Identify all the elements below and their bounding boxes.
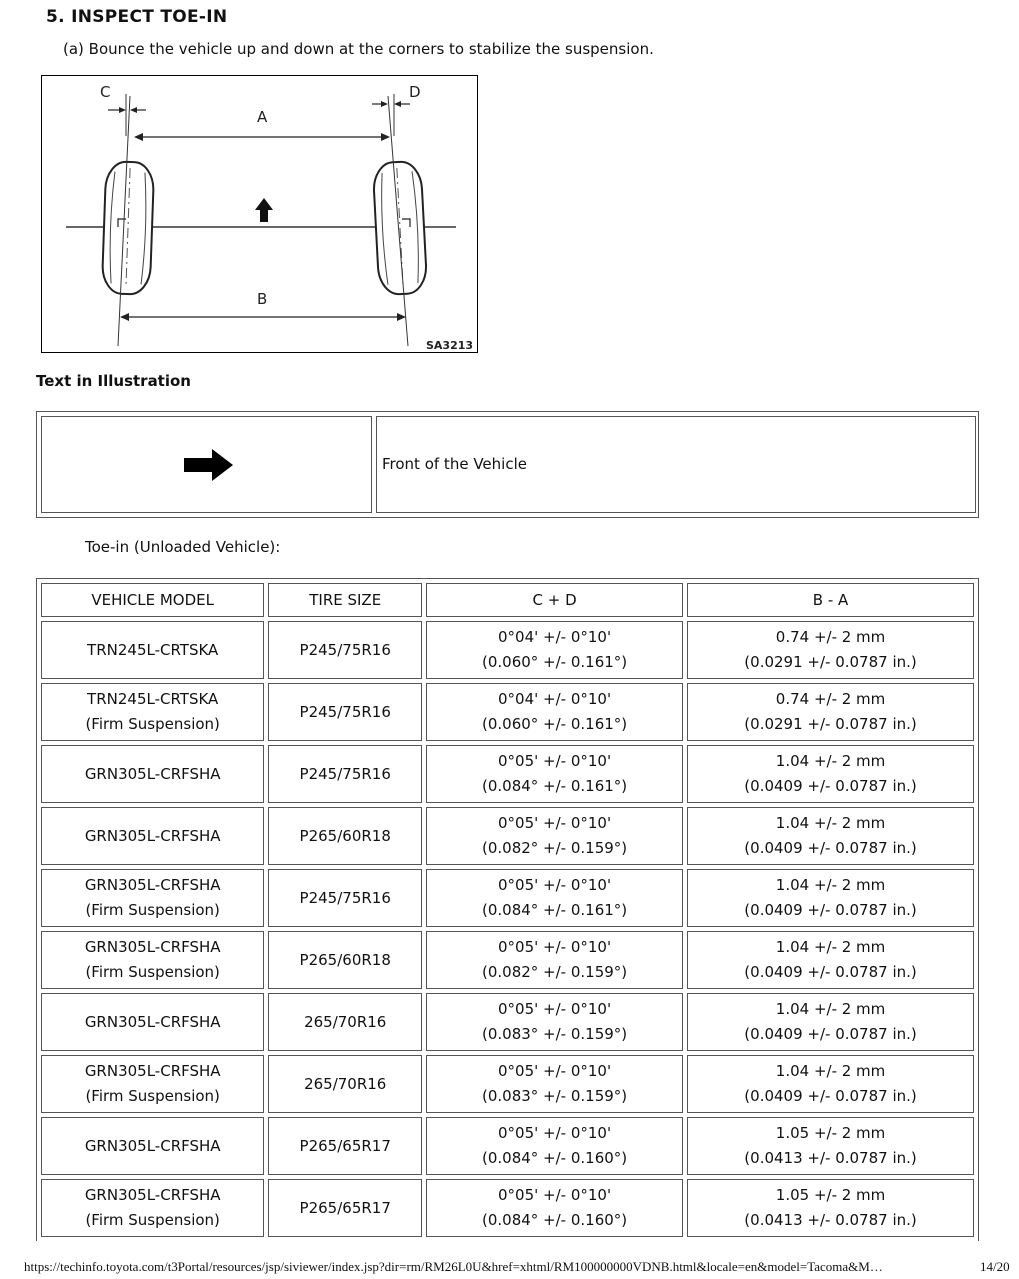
vehicle-model-cell (41, 807, 264, 865)
vehicle-model-cell (41, 869, 264, 927)
b-minus-a-cell-line: 1.05 +/- 2 mm (775, 1124, 886, 1142)
c-plus-d-cell-line: 0°05' +/- 0°10' (498, 1186, 612, 1204)
tire-size-cell-line: 265/70R16 (304, 1074, 387, 1093)
figure-code: SA3213 (426, 339, 474, 352)
b-minus-a-cell-line: (0.0409 +/- 0.0787 in.) (744, 777, 917, 795)
b-minus-a-cell-line: (0.0409 +/- 0.0787 in.) (744, 839, 917, 857)
figure-label-c: C (100, 83, 111, 101)
footer-url: https://techinfo.toyota.com/t3Portal/resources/jsp/siviewer/index.jsp?dir=rm/RM26L0U&href=xhtml/RM100000000VDNB.html&locale=en&model=Tacoma&M… (24, 1259, 883, 1274)
c-plus-d-cell-line: (0.084° +/- 0.160°) (481, 1149, 628, 1167)
vehicle-model-cell-line: TRN245L-CRTSKA (87, 690, 219, 708)
c-plus-d-cell (426, 931, 683, 989)
b-minus-a-cell (687, 745, 974, 803)
c-plus-d-cell-line: 0°04' +/- 0°10' (498, 628, 612, 646)
b-minus-a-cell-line: 1.04 +/- 2 mm (775, 1000, 886, 1018)
c-plus-d-cell (426, 683, 683, 741)
tire-size-cell-line: P245/75R16 (299, 888, 391, 907)
legend-symbol-cell (41, 416, 372, 513)
header-vehicle-model: VEHICLE MODEL (41, 583, 264, 617)
right-wheel (373, 161, 428, 295)
b-minus-a-cell-line: (0.0291 +/- 0.0787 in.) (744, 715, 917, 733)
legend-heading: Text in Illustration (36, 372, 191, 390)
b-minus-a-cell (687, 621, 974, 679)
vehicle-model-cell-line: TRN245L-CRTSKA (87, 640, 219, 659)
b-minus-a-cell (687, 807, 974, 865)
b-minus-a-cell (687, 1117, 974, 1175)
c-plus-d-cell (426, 1055, 683, 1113)
table-row (41, 1117, 974, 1175)
tire-size-cell (268, 993, 422, 1051)
vehicle-model-cell (41, 745, 264, 803)
c-plus-d-cell (426, 869, 683, 927)
vehicle-model-cell-line: GRN305L-CRFSHA (84, 764, 221, 783)
tire-size-cell (268, 683, 422, 741)
b-minus-a-cell (687, 993, 974, 1051)
tire-size-cell (268, 1179, 422, 1237)
c-plus-d-cell-line: (0.084° +/- 0.161°) (481, 777, 628, 795)
tire-size-cell (268, 1117, 422, 1175)
b-minus-a-cell (687, 869, 974, 927)
b-minus-a-cell-line: (0.0413 +/- 0.0787 in.) (744, 1149, 917, 1167)
figure-label-d: D (409, 83, 421, 101)
b-minus-a-cell (687, 931, 974, 989)
vehicle-model-cell-line: GRN305L-CRFSHA (84, 876, 221, 894)
section-heading: 5. INSPECT TOE-IN (46, 7, 228, 27)
b-minus-a-cell-line: (0.0409 +/- 0.0787 in.) (744, 1025, 917, 1043)
c-plus-d-cell-line: (0.082° +/- 0.159°) (481, 963, 628, 981)
tire-size-cell (268, 931, 422, 989)
vehicle-model-cell-line: (Firm Suspension) (85, 901, 220, 919)
right-arrow-icon (184, 448, 234, 482)
c-plus-d-cell-line: 0°05' +/- 0°10' (498, 814, 612, 832)
b-minus-a-cell-line: 0.74 +/- 2 mm (775, 690, 886, 708)
vehicle-model-cell (41, 993, 264, 1051)
b-minus-a-cell (687, 1179, 974, 1237)
tire-size-cell (268, 745, 422, 803)
legend-description-cell (376, 416, 976, 513)
c-plus-d-cell-line: (0.060° +/- 0.161°) (481, 653, 628, 671)
vehicle-model-cell-line: (Firm Suspension) (85, 963, 220, 981)
c-plus-d-cell-line: 0°05' +/- 0°10' (498, 1000, 612, 1018)
c-plus-d-cell (426, 745, 683, 803)
header-tire-size: TIRE SIZE (268, 583, 422, 617)
vehicle-model-cell-line: GRN305L-CRFSHA (84, 1136, 221, 1155)
b-minus-a-cell (687, 1055, 974, 1113)
table-row (41, 1055, 974, 1113)
c-plus-d-cell (426, 621, 683, 679)
table-row (41, 993, 974, 1051)
tire-size-cell-line: P265/65R17 (299, 1198, 391, 1217)
b-minus-a-cell-line: (0.0413 +/- 0.0787 in.) (744, 1211, 917, 1229)
table-header-row (41, 583, 974, 617)
b-minus-a-cell-line: 1.04 +/- 2 mm (775, 876, 886, 894)
tire-size-cell-line: P265/60R18 (299, 826, 391, 845)
toe-in-illustration (41, 75, 478, 353)
table-body (41, 621, 974, 1237)
b-minus-a-cell-line: 1.04 +/- 2 mm (775, 938, 886, 956)
c-plus-d-cell (426, 1179, 683, 1237)
b-minus-a-cell-line: (0.0291 +/- 0.0787 in.) (744, 653, 917, 671)
b-minus-a-cell-line: (0.0409 +/- 0.0787 in.) (744, 1087, 917, 1105)
c-plus-d-cell (426, 993, 683, 1051)
tire-size-cell-line: P245/75R16 (299, 702, 391, 721)
c-plus-d-cell (426, 1117, 683, 1175)
spec-title: Toe-in (Unloaded Vehicle): (85, 538, 281, 556)
table-row (41, 807, 974, 865)
table-row (41, 683, 974, 741)
b-minus-a-cell-line: 1.05 +/- 2 mm (775, 1186, 886, 1204)
c-plus-d-cell-line: 0°04' +/- 0°10' (498, 690, 612, 708)
c-plus-d-cell-line: 0°05' +/- 0°10' (498, 876, 612, 894)
b-minus-a-cell (687, 683, 974, 741)
c-plus-d-cell-line: (0.083° +/- 0.159°) (481, 1025, 628, 1043)
tire-size-cell (268, 807, 422, 865)
b-minus-a-cell-line: (0.0409 +/- 0.0787 in.) (744, 901, 917, 919)
b-minus-a-cell-line: 1.04 +/- 2 mm (775, 1062, 886, 1080)
c-plus-d-cell-line: (0.084° +/- 0.161°) (481, 901, 628, 919)
header-c-plus-d: C + D (426, 583, 683, 617)
b-minus-a-cell-line: 1.04 +/- 2 mm (775, 752, 886, 770)
figure-label-b: B (257, 290, 268, 308)
c-plus-d-cell-line: 0°05' +/- 0°10' (498, 1062, 612, 1080)
c-plus-d-cell-line: (0.082° +/- 0.159°) (481, 839, 628, 857)
left-wheel (102, 161, 155, 295)
tire-size-cell (268, 869, 422, 927)
toe-in-diagram (42, 76, 479, 354)
c-plus-d-cell-line: 0°05' +/- 0°10' (498, 752, 612, 770)
vehicle-model-cell (41, 1179, 264, 1237)
c-plus-d-cell-line: 0°05' +/- 0°10' (498, 938, 612, 956)
c-plus-d-cell-line: (0.084° +/- 0.160°) (481, 1211, 628, 1229)
table-row (41, 745, 974, 803)
step-instruction: (a) Bounce the vehicle up and down at the corners to stabilize the suspension. (63, 40, 654, 58)
c-plus-d-cell-line: (0.083° +/- 0.159°) (481, 1087, 628, 1105)
vehicle-model-cell-line: (Firm Suspension) (85, 715, 220, 733)
b-minus-a-cell-line: (0.0409 +/- 0.0787 in.) (744, 963, 917, 981)
vehicle-model-cell (41, 621, 264, 679)
tire-size-cell-line: P245/75R16 (299, 640, 391, 659)
vehicle-model-cell-line: GRN305L-CRFSHA (84, 826, 221, 845)
tire-size-cell-line: 265/70R16 (304, 1012, 387, 1031)
tire-size-cell (268, 1055, 422, 1113)
forward-arrow-icon (255, 198, 273, 222)
tire-size-cell-line: P265/60R18 (299, 950, 391, 969)
table-row (41, 869, 974, 927)
vehicle-model-cell-line: GRN305L-CRFSHA (84, 938, 221, 956)
c-plus-d-cell-line: (0.060° +/- 0.161°) (481, 715, 628, 733)
figure-label-a: A (257, 108, 268, 126)
tire-size-cell (268, 621, 422, 679)
table-row (41, 621, 974, 679)
table-row (41, 931, 974, 989)
vehicle-model-cell (41, 1117, 264, 1175)
tire-size-cell-line: P265/65R17 (299, 1136, 391, 1155)
vehicle-model-cell-line: (Firm Suspension) (85, 1211, 220, 1229)
legend-table (36, 411, 979, 518)
tire-size-cell-line: P245/75R16 (299, 764, 391, 783)
b-minus-a-cell-line: 0.74 +/- 2 mm (775, 628, 886, 646)
b-minus-a-cell-line: 1.04 +/- 2 mm (775, 814, 886, 832)
vehicle-model-cell-line: GRN305L-CRFSHA (84, 1186, 221, 1204)
vehicle-model-cell (41, 683, 264, 741)
vehicle-model-cell-line: (Firm Suspension) (85, 1087, 220, 1105)
vehicle-model-cell (41, 931, 264, 989)
c-plus-d-cell (426, 807, 683, 865)
vehicle-model-cell (41, 1055, 264, 1113)
footer-page-number: 14/20 (980, 1259, 1010, 1274)
legend-description: Front of the Vehicle (382, 455, 527, 473)
c-plus-d-cell-line: 0°05' +/- 0°10' (498, 1124, 612, 1142)
vehicle-model-cell-line: GRN305L-CRFSHA (84, 1062, 221, 1080)
table-row (41, 1179, 974, 1237)
header-b-minus-a: B - A (687, 583, 974, 617)
vehicle-model-cell-line: GRN305L-CRFSHA (84, 1012, 221, 1031)
toe-in-spec-table (36, 578, 979, 1241)
